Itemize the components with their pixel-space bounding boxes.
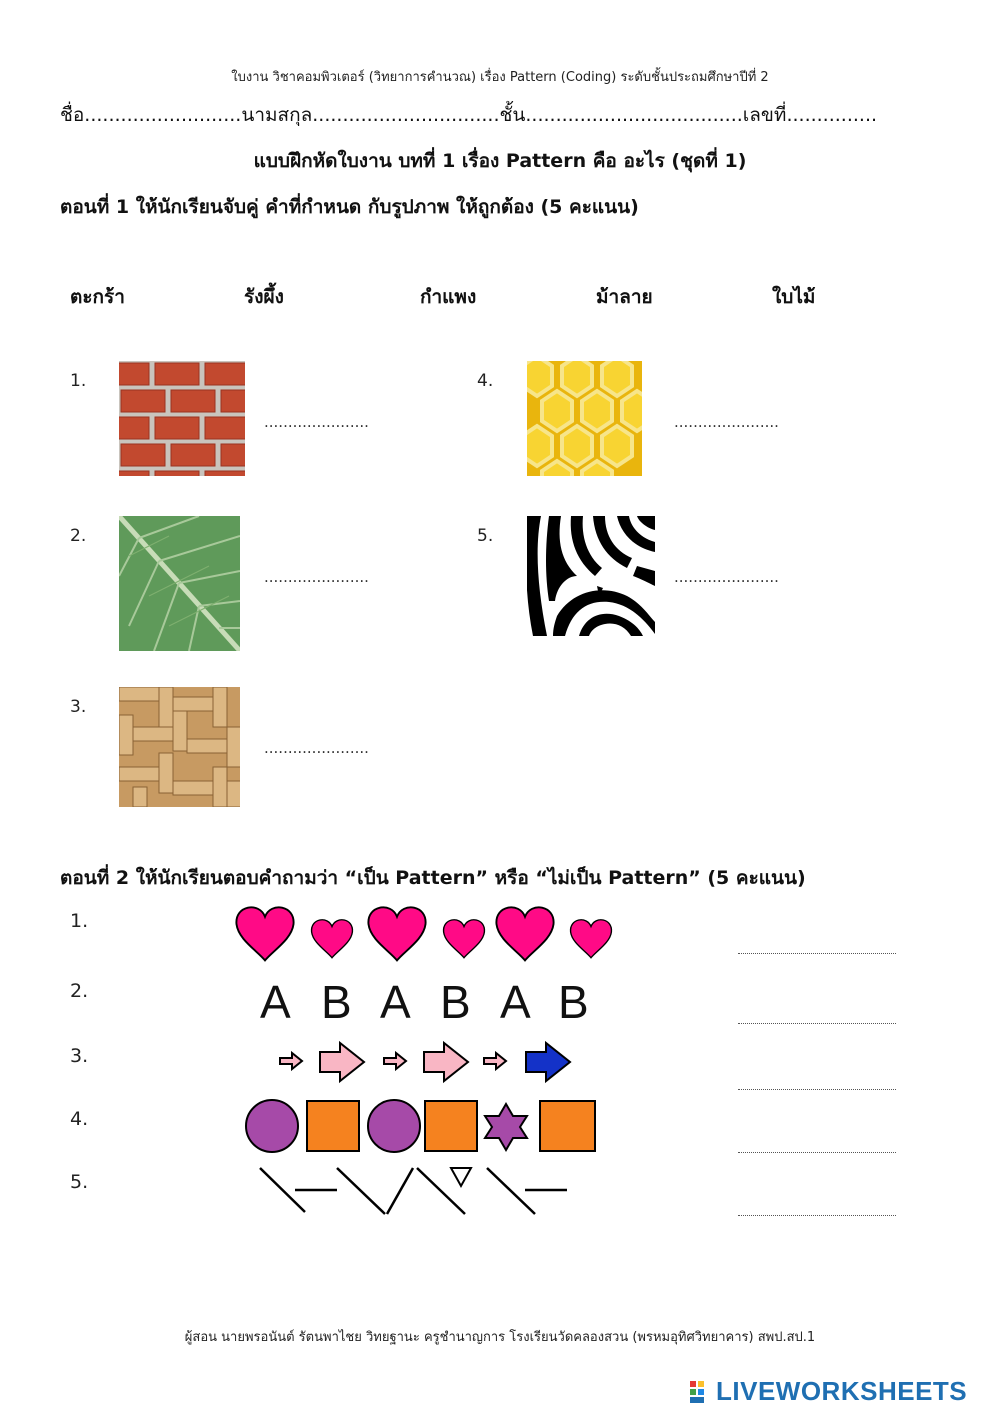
heart-icon: [236, 907, 293, 960]
item-number: 1.: [70, 910, 89, 932]
item-number: 1.: [70, 371, 87, 391]
student-info-line: ชื่อ..........................นามสกุล...............................ชั้น....................................เลขที่...............: [60, 104, 878, 126]
honeycomb-image: [527, 361, 642, 476]
heart-icon: [368, 907, 425, 960]
zebra-stripes-image: [527, 516, 655, 636]
heart-icon: [496, 907, 553, 960]
item-number: 3.: [70, 1045, 89, 1067]
pattern-letter: A: [500, 976, 531, 1028]
pattern-letter: B: [558, 976, 589, 1028]
letters-pattern: [255, 975, 615, 1035]
heart-icon: [571, 920, 612, 958]
answer-line[interactable]: [738, 1088, 896, 1090]
answer-line[interactable]: [738, 952, 896, 954]
pattern-letter: B: [440, 976, 471, 1028]
square-shape: [307, 1101, 359, 1151]
arrow-icon: [424, 1043, 468, 1081]
word-option: ใบไม้: [772, 286, 816, 308]
woven-basket-image: [119, 687, 240, 807]
word-option: กำแพง: [420, 286, 477, 308]
lines-pattern: [255, 1162, 575, 1220]
hearts-pattern: [230, 898, 620, 968]
arrow-icon: [484, 1053, 506, 1069]
answer-line[interactable]: [738, 1151, 896, 1153]
liveworksheets-logo-icon: [690, 1379, 712, 1401]
square-shape: [425, 1101, 477, 1151]
item-number: 4.: [70, 1108, 89, 1130]
square-shape: [540, 1101, 595, 1151]
heart-icon: [312, 920, 353, 958]
word-option: ตะกร้า: [70, 286, 125, 308]
shapes-pattern: [240, 1096, 602, 1158]
brand-logo[interactable]: [690, 1376, 967, 1407]
answer-blank[interactable]: ......................: [674, 413, 779, 431]
heart-icon: [444, 920, 485, 958]
part1-heading: ตอนที่ 1 ให้นักเรียนจับคู่ คำที่กำหนด กับรูปภาพ ให้ถูกต้อง (5 คะแนน): [60, 196, 639, 218]
circle-shape: [368, 1100, 420, 1152]
arrows-pattern: [272, 1038, 582, 1088]
word-option: ม้าลาย: [596, 286, 653, 308]
part2-heading: ตอนที่ 2 ให้นักเรียนตอบคำถามว่า “เป็น Pattern” หรือ “ไม่เป็น Pattern” (5 คะแนน): [60, 867, 806, 889]
arrow-icon: [320, 1043, 364, 1081]
item-number: 4.: [477, 371, 494, 391]
answer-blank[interactable]: ......................: [264, 739, 369, 757]
answer-blank[interactable]: ......................: [264, 413, 369, 431]
brick-wall-image: [119, 361, 245, 476]
item-number: 2.: [70, 980, 89, 1002]
arrow-icon: [384, 1053, 406, 1069]
arrow-icon: [526, 1043, 570, 1081]
arrow-icon: [280, 1053, 302, 1069]
circle-shape: [246, 1100, 298, 1152]
answer-blank[interactable]: ......................: [264, 568, 369, 586]
word-option: รังผึ้ง: [244, 286, 284, 308]
item-number: 5.: [70, 1171, 89, 1193]
answer-blank[interactable]: ......................: [674, 568, 779, 586]
item-number: 5.: [477, 526, 494, 546]
answer-line[interactable]: [738, 1022, 896, 1024]
answer-line[interactable]: [738, 1214, 896, 1216]
pattern-letter: B: [321, 976, 352, 1028]
star-shape: [485, 1104, 527, 1150]
item-number: 2.: [70, 526, 87, 546]
item-number: 3.: [70, 697, 87, 717]
brand-name: LIVEWORKSHEETS: [716, 1376, 968, 1406]
worksheet-title: แบบฝึกหัดใบงาน บทที่ 1 เรื่อง Pattern คือ อะไร (ชุดที่ 1): [253, 150, 747, 172]
worksheet-header: ใบงาน วิชาคอมพิวเตอร์ (วิทยาการคำนวณ) เรื่อง Pattern (Coding) ระดับชั้นประถมศึกษาปีที่ 2: [231, 70, 769, 85]
pattern-letter: A: [380, 976, 411, 1028]
footer-teacher: ผู้สอน นายพรอนันต์ รัตนพาไชย วิทยฐานะ ครูชำนาญการ โรงเรียนวัดคลองสวน (พรหมอุทิศวิทยาคาร) สพป.สป.1: [184, 1330, 816, 1345]
leaf-image: [119, 516, 240, 651]
pattern-letter: A: [260, 976, 291, 1028]
